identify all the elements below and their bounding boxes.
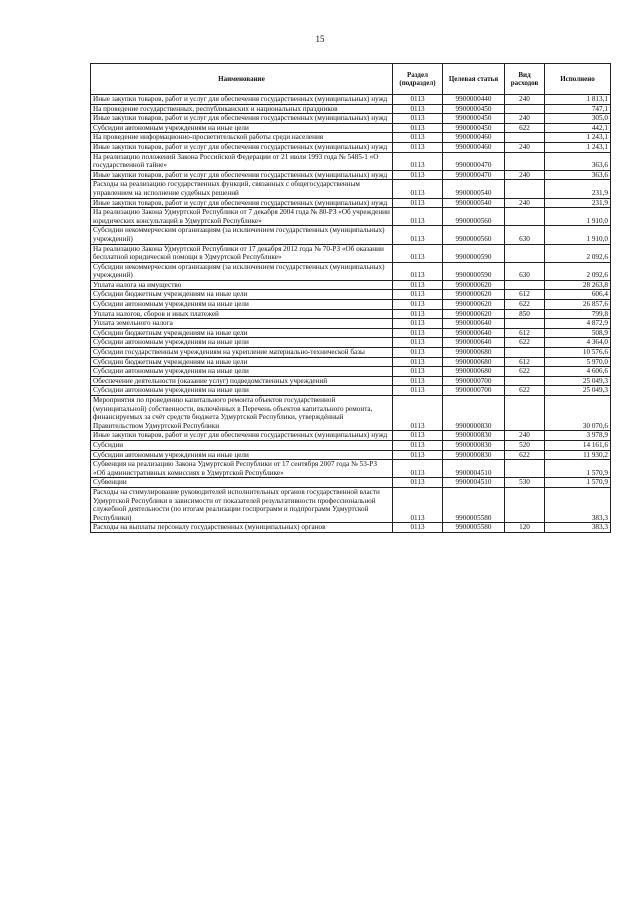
- cell-name: Мероприятия по проведению капитального ремонта объектов государственной (муниципальной) собственности, включённых в Перечень объектов капитального ремонта, финансируемых за счёт средств бюджета Удмуртской Республики, утверждённый Правительством Удмуртской Республики: [91, 396, 393, 431]
- cell-target: 9900000450: [443, 114, 505, 124]
- cell-amount: 1 570,9: [545, 460, 611, 478]
- cell-name: Уплата налогов, сборов и иных платежей: [91, 309, 393, 319]
- cell-target: 9900000830: [443, 431, 505, 441]
- cell-section: 0113: [393, 152, 443, 170]
- cell-name: Иные закупки товаров, работ и услуг для обеспечения государственных (муниципальных) нужд: [91, 431, 393, 441]
- cell-amount: 363,6: [545, 170, 611, 180]
- cell-amount: 4 606,6: [545, 367, 611, 377]
- header-executed: Исполнено: [545, 64, 611, 95]
- cell-amount: 14 161,6: [545, 440, 611, 450]
- table-row: [91, 262, 611, 280]
- budget-table: [90, 63, 611, 533]
- cell-amount: 2 092,6: [545, 262, 611, 280]
- cell-target: 9900000540: [443, 198, 505, 208]
- cell-section: 0113: [393, 180, 443, 198]
- cell-amount: 1 243,1: [545, 142, 611, 152]
- table-row: [91, 319, 611, 329]
- header-target: Целевая статья: [443, 64, 505, 95]
- cell-type: 622: [505, 450, 545, 460]
- cell-name: Иные закупки товаров, работ и услуг для обеспечения государственных (муниципальных) нужд: [91, 170, 393, 180]
- cell-name: На реализацию Закона Удмуртской Республики от 17 декабря 2012 года № 70-РЗ «Об оказании бесплатной юридической помощи в Удмуртской Республике»: [91, 244, 393, 262]
- cell-type: 630: [505, 226, 545, 244]
- cell-type: 240: [505, 142, 545, 152]
- cell-type: [505, 487, 545, 522]
- cell-name: Субсидии автономным учреждениям на иные цели: [91, 367, 393, 377]
- cell-amount: 1 910,0: [545, 226, 611, 244]
- table-row: [91, 338, 611, 348]
- cell-name: Расходы на стимулирование руководителей исполнительных органов государственной власти Удмуртской Республики в зависимости от показателей результативности профессиональной служебной деятельности (по итогам реализации госпрограмм и подпрограмм Удмуртской Республики): [91, 487, 393, 522]
- cell-type: 240: [505, 170, 545, 180]
- cell-amount: 3 978,9: [545, 431, 611, 441]
- cell-amount: 799,8: [545, 309, 611, 319]
- cell-amount: 25 049,3: [545, 376, 611, 386]
- cell-amount: 1 243,1: [545, 133, 611, 143]
- cell-section: 0113: [393, 487, 443, 522]
- table-row: [91, 440, 611, 450]
- cell-target: 9900000540: [443, 180, 505, 198]
- table-row: [91, 198, 611, 208]
- cell-target: 9900000560: [443, 226, 505, 244]
- cell-section: 0113: [393, 386, 443, 396]
- cell-section: 0113: [393, 95, 443, 105]
- cell-amount: 305,0: [545, 114, 611, 124]
- cell-type: 630: [505, 262, 545, 280]
- cell-name: Уплата налога на имущество: [91, 280, 393, 290]
- table-row: [91, 244, 611, 262]
- cell-amount: 508,9: [545, 328, 611, 338]
- cell-type: 622: [505, 338, 545, 348]
- cell-section: 0113: [393, 123, 443, 133]
- cell-type: [505, 208, 545, 226]
- table-row: [91, 348, 611, 358]
- cell-amount: 363,6: [545, 152, 611, 170]
- cell-name: На реализацию Закона Удмуртской Республики от 7 декабря 2004 года № 80-РЗ «Об учреждении юридических консультаций в Удмуртской Республике»: [91, 208, 393, 226]
- cell-section: 0113: [393, 523, 443, 533]
- cell-type: 520: [505, 440, 545, 450]
- table-row: [91, 226, 611, 244]
- cell-target: 9900000440: [443, 95, 505, 105]
- table-row: [91, 300, 611, 310]
- cell-amount: 5 970,0: [545, 357, 611, 367]
- cell-section: 0113: [393, 328, 443, 338]
- cell-type: 612: [505, 328, 545, 338]
- cell-target: 9900005580: [443, 487, 505, 522]
- cell-name: Субсидии автономным учреждениям на иные цели: [91, 300, 393, 310]
- cell-target: 9900004510: [443, 478, 505, 488]
- table-row: [91, 523, 611, 533]
- cell-name: Субсидии бюджетным учреждениям на иные цели: [91, 357, 393, 367]
- cell-target: 9900000680: [443, 357, 505, 367]
- table-row: [91, 460, 611, 478]
- cell-target: 9900000620: [443, 309, 505, 319]
- cell-amount: 25 049,3: [545, 386, 611, 396]
- cell-section: 0113: [393, 338, 443, 348]
- cell-amount: 26 857,6: [545, 300, 611, 310]
- table-row: [91, 142, 611, 152]
- cell-target: 9900000640: [443, 319, 505, 329]
- cell-section: 0113: [393, 396, 443, 431]
- cell-section: 0113: [393, 104, 443, 114]
- cell-target: 9900000450: [443, 104, 505, 114]
- cell-section: 0113: [393, 262, 443, 280]
- cell-amount: 231,9: [545, 180, 611, 198]
- cell-type: 622: [505, 123, 545, 133]
- cell-amount: 606,4: [545, 290, 611, 300]
- cell-target: 9900000460: [443, 142, 505, 152]
- cell-target: 9900000590: [443, 244, 505, 262]
- cell-type: 612: [505, 290, 545, 300]
- cell-target: 9900005580: [443, 523, 505, 533]
- cell-name: Иные закупки товаров, работ и услуг для обеспечения государственных (муниципальных) нужд: [91, 198, 393, 208]
- cell-name: Иные закупки товаров, работ и услуг для обеспечения государственных (муниципальных) нужд: [91, 114, 393, 124]
- cell-type: 612: [505, 357, 545, 367]
- cell-name: Субсидии государственным учреждениям на укрепление материально-технической базы: [91, 348, 393, 358]
- table-row: [91, 328, 611, 338]
- cell-type: 850: [505, 309, 545, 319]
- cell-type: 622: [505, 386, 545, 396]
- cell-name: На проведение государственных, республиканских и национальных праздников: [91, 104, 393, 114]
- table-row: [91, 208, 611, 226]
- table-row: [91, 357, 611, 367]
- cell-name: Расходы на выплаты персоналу государственных (муниципальных) органов: [91, 523, 393, 533]
- table-header-row: [91, 64, 611, 95]
- cell-type: 240: [505, 198, 545, 208]
- table-row: [91, 309, 611, 319]
- cell-name: Расходы на реализацию государственных функций, связанных с общегосударственным управлением на исполнение судебных решений: [91, 180, 393, 198]
- cell-type: 622: [505, 367, 545, 377]
- cell-section: 0113: [393, 142, 443, 152]
- cell-type: [505, 319, 545, 329]
- cell-name: Субсидии: [91, 440, 393, 450]
- cell-name: Субсидии автономным учреждениям на иные цели: [91, 450, 393, 460]
- cell-type: [505, 104, 545, 114]
- cell-name: Субсидии некоммерческим организациям (за исключением государственных (муниципальных) учреждений): [91, 262, 393, 280]
- cell-type: 240: [505, 95, 545, 105]
- cell-section: 0113: [393, 367, 443, 377]
- page-number: 15: [315, 34, 325, 44]
- cell-target: 9900004510: [443, 460, 505, 478]
- table-row: [91, 114, 611, 124]
- cell-target: 9900000470: [443, 170, 505, 180]
- cell-name: На реализацию положений Закона Российской Федерации от 21 июля 1993 года № 5485-1 «О государственной тайне»: [91, 152, 393, 170]
- cell-name: Иные закупки товаров, работ и услуг для обеспечения государственных (муниципальных) нужд: [91, 95, 393, 105]
- cell-target: 9900000590: [443, 262, 505, 280]
- cell-target: 9900000700: [443, 376, 505, 386]
- cell-type: [505, 152, 545, 170]
- table-row: [91, 104, 611, 114]
- cell-type: [505, 348, 545, 358]
- cell-target: 9900000460: [443, 133, 505, 143]
- cell-section: 0113: [393, 460, 443, 478]
- cell-amount: 231,9: [545, 198, 611, 208]
- cell-amount: 1 570,9: [545, 478, 611, 488]
- cell-amount: 747,1: [545, 104, 611, 114]
- cell-name: Субсидии некоммерческим организациям (за исключением государственных (муниципальных) учреждений): [91, 226, 393, 244]
- cell-name: Уплата земельного налога: [91, 319, 393, 329]
- cell-section: 0113: [393, 290, 443, 300]
- cell-section: 0113: [393, 114, 443, 124]
- cell-section: 0113: [393, 440, 443, 450]
- cell-target: 9900000620: [443, 290, 505, 300]
- cell-amount: 30 070,6: [545, 396, 611, 431]
- cell-section: 0113: [393, 208, 443, 226]
- cell-type: [505, 280, 545, 290]
- cell-section: 0113: [393, 431, 443, 441]
- cell-amount: 4 872,9: [545, 319, 611, 329]
- cell-amount: 28 263,8: [545, 280, 611, 290]
- cell-section: 0113: [393, 300, 443, 310]
- table-row: [91, 170, 611, 180]
- cell-name: Иные закупки товаров, работ и услуг для обеспечения государственных (муниципальных) нужд: [91, 142, 393, 152]
- cell-section: 0113: [393, 198, 443, 208]
- cell-type: 120: [505, 523, 545, 533]
- cell-section: 0113: [393, 133, 443, 143]
- cell-section: 0113: [393, 319, 443, 329]
- cell-type: 622: [505, 300, 545, 310]
- cell-type: [505, 180, 545, 198]
- table-body: [91, 95, 611, 533]
- cell-amount: 11 930,2: [545, 450, 611, 460]
- table-row: [91, 478, 611, 488]
- cell-section: 0113: [393, 348, 443, 358]
- cell-target: 9900000830: [443, 440, 505, 450]
- cell-amount: 10 576,6: [545, 348, 611, 358]
- table-row: [91, 386, 611, 396]
- cell-target: 9900000830: [443, 450, 505, 460]
- cell-target: 9900000470: [443, 152, 505, 170]
- cell-target: 9900000640: [443, 338, 505, 348]
- cell-name: Субвенция на реализацию Закона Удмуртской Республики от 17 сентября 2007 года № 53-РЗ «Об административных комиссиях в Удмуртской Республике»: [91, 460, 393, 478]
- cell-target: 9900000560: [443, 208, 505, 226]
- cell-section: 0113: [393, 170, 443, 180]
- cell-section: 0113: [393, 357, 443, 367]
- cell-name: Субсидии бюджетным учреждениям на иные цели: [91, 290, 393, 300]
- cell-type: 240: [505, 431, 545, 441]
- cell-section: 0113: [393, 309, 443, 319]
- table-row: [91, 133, 611, 143]
- table-row: [91, 367, 611, 377]
- cell-section: 0113: [393, 478, 443, 488]
- cell-amount: 383,3: [545, 523, 611, 533]
- table-row: [91, 450, 611, 460]
- header-name: Наименование: [91, 64, 393, 95]
- cell-target: 9900000640: [443, 328, 505, 338]
- cell-type: 530: [505, 478, 545, 488]
- cell-amount: 1 910,0: [545, 208, 611, 226]
- cell-type: [505, 460, 545, 478]
- cell-target: 9900000620: [443, 280, 505, 290]
- table-row: [91, 376, 611, 386]
- cell-name: Субсидии автономным учреждениям на иные цели: [91, 338, 393, 348]
- cell-target: 9900000700: [443, 386, 505, 396]
- table-row: [91, 431, 611, 441]
- cell-amount: 1 813,1: [545, 95, 611, 105]
- cell-target: 9900000450: [443, 123, 505, 133]
- cell-name: На проведение информационно-просветительской работы среди населения: [91, 133, 393, 143]
- table-row: [91, 180, 611, 198]
- table-row: [91, 280, 611, 290]
- cell-name: Субсидии автономным учреждениям на иные цели: [91, 386, 393, 396]
- cell-target: 9900000620: [443, 300, 505, 310]
- cell-type: [505, 396, 545, 431]
- cell-target: 9900000680: [443, 367, 505, 377]
- cell-name: Субсидии бюджетным учреждениям на иные цели: [91, 328, 393, 338]
- table-row: [91, 152, 611, 170]
- table-row: [91, 123, 611, 133]
- cell-amount: 442,1: [545, 123, 611, 133]
- table-row: [91, 290, 611, 300]
- cell-type: [505, 133, 545, 143]
- table-row: [91, 95, 611, 105]
- cell-type: [505, 244, 545, 262]
- cell-section: 0113: [393, 226, 443, 244]
- cell-type: 240: [505, 114, 545, 124]
- header-section: Раздел (подраздел): [393, 64, 443, 95]
- cell-name: Субсидии автономным учреждениям на иные цели: [91, 123, 393, 133]
- cell-section: 0113: [393, 280, 443, 290]
- table-row: [91, 396, 611, 431]
- cell-amount: 2 092,6: [545, 244, 611, 262]
- cell-section: 0113: [393, 450, 443, 460]
- cell-section: 0113: [393, 376, 443, 386]
- cell-name: Обеспечение деятельности (оказание услуг) подведомственных учреждений: [91, 376, 393, 386]
- cell-section: 0113: [393, 244, 443, 262]
- cell-amount: 4 364,0: [545, 338, 611, 348]
- cell-target: 9900000680: [443, 348, 505, 358]
- table-row: [91, 487, 611, 522]
- cell-name: Субвенции: [91, 478, 393, 488]
- cell-amount: 383,3: [545, 487, 611, 522]
- cell-type: [505, 376, 545, 386]
- header-type: Вид расходов: [505, 64, 545, 95]
- cell-target: 9900000830: [443, 396, 505, 431]
